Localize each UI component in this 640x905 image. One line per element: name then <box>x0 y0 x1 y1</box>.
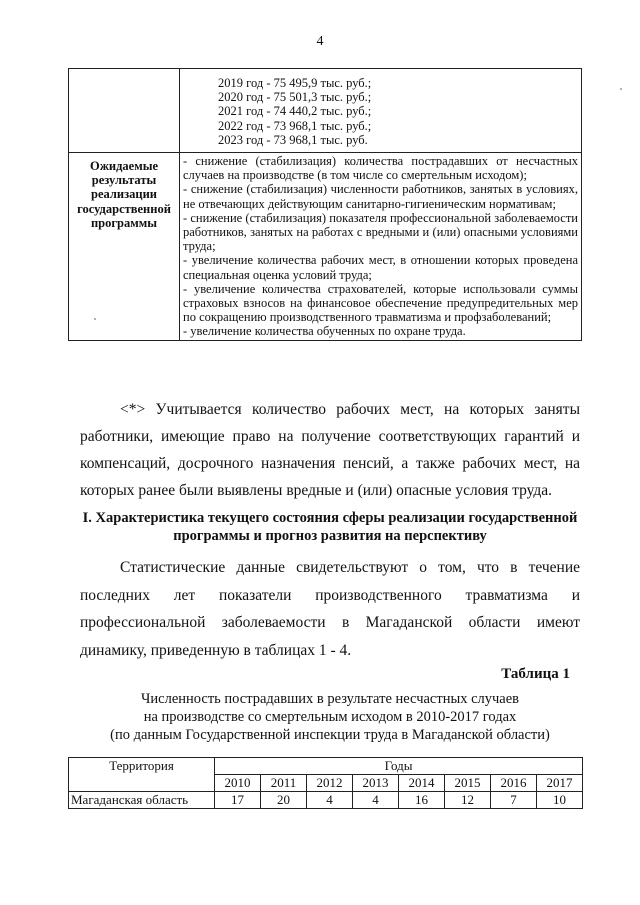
footnote <box>80 396 580 504</box>
budget-line: 2022 год - 73 968,1 тыс. руб.; <box>218 118 372 133</box>
budget-row <box>69 69 582 153</box>
value-cell: 20 <box>261 792 307 809</box>
year-header: 2010 <box>215 775 261 792</box>
result-item: - увеличение количества обученных по охране труда. <box>183 324 466 339</box>
fatal-accidents-table <box>68 757 583 809</box>
result-item: - увеличение количества рабочих мест, в отношении которых проведена специальная оценка условий труда; <box>183 253 578 282</box>
table-caption-line: Численность пострадавших в результате несчастных случаев <box>140 691 520 707</box>
body-paragraph <box>80 554 580 664</box>
results-row <box>69 153 582 341</box>
table-header-row <box>69 758 583 775</box>
year-header: 2014 <box>399 775 445 792</box>
value-cell: 10 <box>537 792 583 809</box>
value-cell: 16 <box>399 792 445 809</box>
year-header: 2013 <box>353 775 399 792</box>
budget-values-cell <box>180 69 582 153</box>
table-row <box>69 792 583 809</box>
header-territory: Территория <box>69 758 215 792</box>
section-title: I. Характеристика текущего состояния сферы реализации государственной программы и прогноз развития на перспективу <box>82 510 578 544</box>
budget-list <box>183 70 578 151</box>
result-item: - снижение (стабилизация) показателя профессиональной заболеваемости работников, занятых на работах с вредными и (или) опасными условиями труда; <box>183 210 578 254</box>
result-item: - увеличение количества страхователей, которые использовали суммы страховых взносов на финансовое обеспечение предупредительных мер по сокращению производственного травматизма и профзаболеваний; <box>183 281 578 325</box>
table-label: Таблица 1 <box>501 666 570 682</box>
budget-line: 2020 год - 75 501,3 тыс. руб.; <box>218 90 372 105</box>
body-paragraph-text: Статистические данные свидетельствуют о том, что в течение последних лет показатели производственного травматизма и профессиональной заболеваемости в Магаданской области имеют динамику, приведенную в таблицах 1 - 4. <box>80 559 580 659</box>
value-cell: 12 <box>445 792 491 809</box>
year-header: 2012 <box>307 775 353 792</box>
budget-line: 2019 год - 75 495,9 тыс. руб.; <box>218 76 372 90</box>
year-header: 2011 <box>261 775 307 792</box>
budget-line: 2021 год - 74 440,2 тыс. руб.; <box>218 104 372 119</box>
value-cell: 7 <box>491 792 537 809</box>
table-caption <box>80 690 580 744</box>
value-cell: 4 <box>353 792 399 809</box>
year-header: 2017 <box>537 775 583 792</box>
year-header: 2015 <box>445 775 491 792</box>
page-number: 4 <box>316 34 324 49</box>
year-header: 2016 <box>491 775 537 792</box>
value-cell: 17 <box>215 792 261 809</box>
results-list <box>180 153 582 341</box>
budget-line: 2023 год - 73 968,1 тыс. руб. <box>218 132 368 147</box>
result-item: - снижение (стабилизация) численности работников, занятых в условиях, не отвечающих действующим санитарно-гигиеническим нормативам; <box>183 182 578 211</box>
footnote-text: <*> Учитывается количество рабочих мест, на которых заняты работники, имеющие право на получение соответствующих гарантий и компенсаций, досрочного назначения пенсий, а также рабочих мест, на которых ранее были выявлены вредные и (или) опасные условия труда. <box>80 401 580 499</box>
scan-speck <box>620 88 622 90</box>
scan-speck <box>94 318 96 320</box>
budget-label-cell <box>69 69 180 153</box>
header-years: Годы <box>215 758 583 775</box>
table-caption-line: на производстве со смертельным исходом в 2010-2017 годах <box>143 709 517 725</box>
results-label: Ожидаемые результаты реализации государственной программы <box>69 153 180 341</box>
result-item: - снижение (стабилизация) количества пострадавших от несчастных случаев на производстве (в том числе со смертельным исходом); <box>183 154 578 183</box>
territory-cell: Магаданская область <box>69 792 215 809</box>
program-passport-table <box>68 68 582 341</box>
value-cell: 4 <box>307 792 353 809</box>
table-caption-line: (по данным Государственной инспекции труда в Магаданской области) <box>110 727 550 743</box>
